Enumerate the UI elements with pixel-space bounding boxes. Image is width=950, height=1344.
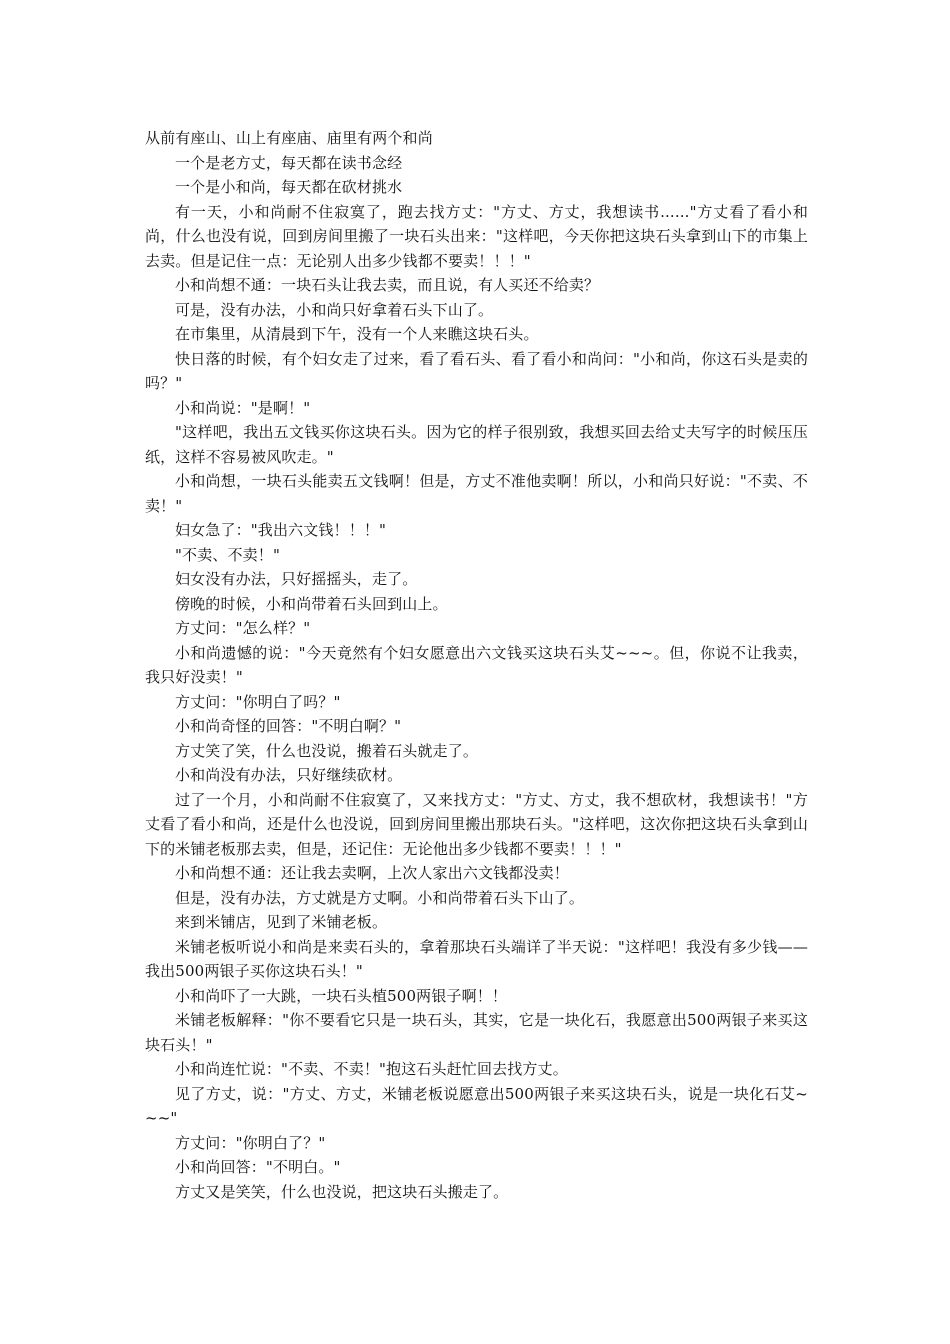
- paragraph-23: 小和尚想不通：还让我去卖啊，上次人家出六文钱都没卖！: [175, 864, 569, 882]
- paragraph-10: "这样吧，我出五文钱买你这块石头。因为它的样子很别致，我想买回去给丈夫写字的时候压压纸，这样不容易被风吹走。": [145, 423, 808, 466]
- paragraph-13: "不卖、不卖！": [175, 545, 280, 564]
- paragraph-32: 小和尚回答："不明白。": [175, 1158, 341, 1176]
- paragraph-11: 小和尚想，一块石头能卖五文钱啊！但是，方丈不准他卖啊！所以，小和尚只好说："不卖、不卖！": [145, 472, 808, 515]
- paragraph-5: 小和尚想不通：一块石头让我去卖，而且说，有人买还不给卖？: [175, 276, 600, 294]
- paragraph-25: 来到米铺店，见到了米铺老板。: [175, 913, 388, 931]
- paragraph-3: 一个是小和尚，每天都在砍材挑水: [175, 178, 403, 196]
- paragraph-18: 方丈问："你明白了吗？": [175, 692, 341, 711]
- paragraph-16: 方丈问："怎么样？": [175, 619, 311, 637]
- paragraph-28: 米铺老板解释："你不要看它只是一块石头，其实，它是一块化石，我愿意出500两银子来买这块石头！": [145, 1011, 808, 1054]
- paragraph-12: 妇女急了："我出六文钱！！！": [175, 521, 387, 539]
- paragraph-24: 但是，没有办法，方丈就是方丈啊。小和尚带着石头下山了。: [175, 888, 585, 907]
- paragraph-20: 方丈笑了笑，什么也没说，搬着石头就走了。: [175, 741, 479, 760]
- paragraph-2: 一个是老方丈，每天都在读书念经: [175, 153, 403, 172]
- paragraph-21: 小和尚没有办法，只好继续砍材。: [175, 766, 403, 784]
- paragraph-8: 快日落的时候，有个妇女走了过来，看了看石头、看了看小和尚问："小和尚，你这石头是卖的吗？": [145, 349, 808, 392]
- paragraph-29: 小和尚连忙说："不卖、不卖！"抱这石头赶忙回去找方丈。: [175, 1060, 568, 1078]
- paragraph-26: 米铺老板听说小和尚是来卖石头的，拿着那块石头端详了半天说："这样吧！我没有多少钱——我出500两银子买你这块石头！": [145, 937, 808, 980]
- paragraph-19: 小和尚奇怪的回答："不明白啊？": [175, 717, 402, 735]
- paragraph-7: 在市集里，从清晨到下午，没有一个人来瞧这块石头。: [175, 325, 539, 343]
- paragraph-9: 小和尚说："是啊！": [175, 398, 311, 417]
- paragraph-31: 方丈问："你明白了？": [175, 1133, 326, 1152]
- paragraph-1: 从前有座山、山上有座庙、庙里有两个和尚: [145, 129, 433, 147]
- paragraph-14: 妇女没有办法，只好摇摇头，走了。: [175, 570, 418, 588]
- paragraph-17: 小和尚遗憾的说："今天竟然有个妇女愿意出六文钱买这块石头艾~~~。但，你说不让我卖，我只好没卖！": [145, 643, 808, 686]
- document-page: [145, 126, 808, 1204]
- paragraph-6: 可是，没有办法，小和尚只好拿着石头下山了。: [175, 300, 494, 319]
- paragraph-22: 过了一个月，小和尚耐不住寂寞了，又来找方丈："方丈、方丈，我不想砍材，我想读书！"方丈看了看小和尚，还是什么也没说，回到房间里搬出那块石头。"这样吧，这次你把这块石头拿到山下的米铺老板那去卖，但是，还记住：无论他出多少钱都不要卖！！！": [145, 790, 808, 858]
- paragraph-30: 见了方丈，说："方丈、方丈，米铺老板说愿意出500两银子来买这块石头，说是一块化石艾~~~": [145, 1084, 808, 1127]
- paragraph-27: 小和尚吓了一大跳，一块石头植500两银子啊！！: [175, 986, 508, 1005]
- paragraph-33: 方丈又是笑笑，什么也没说，把这块石头搬走了。: [175, 1182, 509, 1201]
- paragraph-15: 傍晚的时候，小和尚带着石头回到山上。: [175, 594, 448, 613]
- paragraph-4: 有一天，小和尚耐不住寂寞了，跑去找方丈："方丈、方丈，我想读书......"方丈看了看小和尚，什么也没有说，回到房间里搬了一块石头出来："这样吧，今天你把这块石头拿到山下的市集上去卖。但是记住一点：无论别人出多少钱都不要卖！！！": [145, 202, 808, 270]
